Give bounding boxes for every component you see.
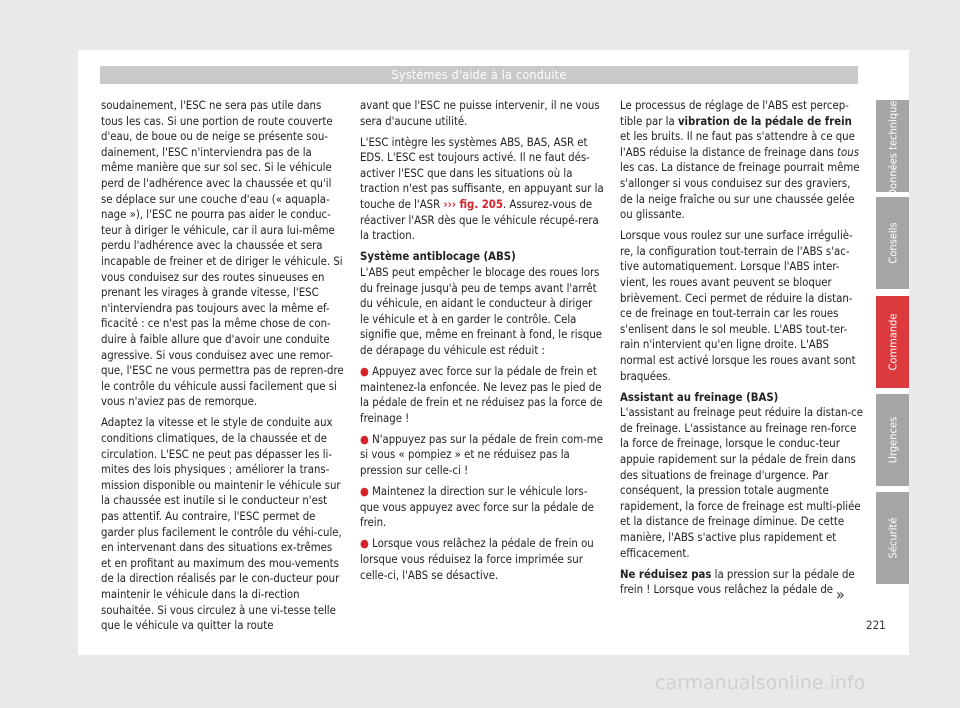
- column-2: [360, 98, 604, 589]
- tab-commande[interactable]: [876, 296, 909, 388]
- paragraph: [360, 135, 604, 244]
- bullet-icon: ●: [360, 432, 369, 446]
- page-header: Systèmes d'aide à la conduite: [100, 66, 858, 84]
- bullet-item: [360, 364, 604, 426]
- column-1: [101, 98, 345, 639]
- tab-label: Données techniques: [886, 95, 899, 197]
- bullet-text: N'appuyez pas sur la pédale de frein com-me si vous « pompiez » et ne réduisez pas la pression sur celle-ci !: [360, 432, 603, 478]
- bold-text: Ne réduisez pas: [620, 567, 712, 581]
- paragraph: Adaptez la vitesse et le style de conduite aux conditions climatiques, de la chaussée et de circulation. L'ESC ne peut pas dépasser les li-mites des lois physiques ; améliorer la trans-mission disponible ou maintenir le véhicule sur la chaussée est inutile si le conducteur n'est pas attentif. Au contraire, l'ESC permet de garder plus facilement le contrôle du véhi-cule, en intervenant dans des situations ex-trêmes et en profitant au maximum des mou-vements de la direction réalisés par le con-ducteur pour maintenir le véhicule dans la di-rection souhaitée. Si vous circulez à une vi-tesse telle que le véhicule va quitter la route: [101, 416, 342, 633]
- tab-label: Sécurité: [886, 517, 899, 559]
- paragraph: avant que l'ESC ne puisse intervenir, il ne vous sera d'aucune utilité.: [360, 99, 600, 128]
- paragraph: [620, 98, 864, 223]
- paragraph: Lorsque vous roulez sur une surface irréguliè-re, la configuration tout-terrain de l'ABS s'ac-tive automatiquement. Lorsque l'ABS inter-vient, les roues avant peuvent se bloquer brièvement. Ceci permet de réduire la distan-ce de freinage en tout-terrain car les roues s'enlisent dans le sol meuble. L'ABS tout-ter-rain n'intervient qu'en ligne droite. L'ABS normal est activé lorsque les roues avant sont braquées.: [620, 229, 856, 383]
- column-3: [620, 98, 864, 603]
- watermark: carmanualsonline.info: [655, 672, 866, 694]
- tab-securite[interactable]: [876, 492, 909, 584]
- italic-text: tous: [837, 145, 859, 159]
- bullet-text: Lorsque vous relâchez la pédale de frein ou lorsque vous réduisez la force imprimée sur celle-ci, l'ABS se désactive.: [360, 537, 594, 582]
- tab-urgences[interactable]: [876, 394, 909, 486]
- bullet-icon: ●: [360, 365, 369, 378]
- bold-text: vibration de la pédale de frein: [677, 114, 852, 128]
- bullet-icon: ●: [360, 485, 369, 499]
- bullet-icon: ●: [360, 537, 369, 551]
- tab-label: Commande: [886, 313, 899, 371]
- text: L'ESC intègre les systèmes ABS, BAS, ASR et EDS. L'ESC est toujours activé. Il ne faut dés-activer l'ESC que dans les situations où la traction n'est pas suffisante, en appuyant sur la touche de l'ASR: [360, 135, 604, 212]
- text: la pression sur la pédale de frein ! Lorsque vous relâchez la pédale de: [620, 567, 855, 597]
- tab-donnees-techniques[interactable]: [876, 95, 909, 197]
- text: . Assurez-vous de réactiver l'ASR dès que le véhicule récupé-rera la traction.: [360, 198, 599, 243]
- continue-icon: »: [836, 585, 845, 604]
- section-heading: Assistant au freinage (BAS): [620, 390, 779, 404]
- tab-label: Urgences: [886, 416, 899, 464]
- bullet-item: [360, 536, 604, 583]
- paragraph: L'ABS peut empêcher le blocage des roues lors du freinage jusqu'à peu de temps avant l'arrêt du véhicule, en aidant le conducteur à diriger le véhicule et à en garder le contrôle. Cela signifie que, même en freinant à fond, le risque de dérapage du véhicule est réduit :: [360, 265, 603, 357]
- tab-label: Conseils: [886, 222, 899, 264]
- text: Le processus de réglage de l'ABS est percep-tible par la: [620, 99, 849, 128]
- tab-conseils[interactable]: [876, 197, 909, 289]
- paragraph: [620, 567, 864, 598]
- section-heading: Système antiblocage (ABS): [360, 250, 516, 264]
- bullet-item: [360, 484, 604, 531]
- text: les cas. La distance de freinage pourrait même s'allonger si vous conduisez sur des graviers, de la neige fraîche ou sur une chaussée gelée ou glissante.: [620, 161, 860, 222]
- paragraph: soudainement, l'ESC ne sera pas utile dans tous les cas. Si une portion de route couverte d'eau, de boue ou de neige se présente sou-dainement, l'ESC n'interviendra pas de la même manière que sur sol sec. Si le véhicule perd de l'adhérence avec la chaussée et qu'il se déplace sur une couche d'eau (« aquapla-nage »), l'ESC ne pourra pas aider le conduc-teur à diriger le véhicule, car il aura lui-même perdu l'adhérence avec la chaussée et sera incapable de freiner et de diriger le véhicule. Si vous conduisez sur des routes sinueuses en prenant les virages à grande vitesse, l'ESC n'interviendra pas toujours avec la même ef-ficacité : ce n'est pas la même chose de con-duire à faible allure que d'avoir une conduite agressive. Si vous conduisez avec une remor-que, l'ESC ne vous permettra pas de repren-dre le contrôle du véhicule aussi facilement que si vous n'aviez pas de remorque.: [101, 99, 344, 409]
- bullet-text: Appuyez avec force sur la pédale de frein et maintenez-la enfoncée. Ne levez pas le pied de la pédale de frein et ne réduisez pas la force de freinage !: [360, 365, 603, 425]
- paragraph: L'assistant au freinage peut réduire la distan-ce de freinage. L'assistance au freinage ren-force la force de freinage, lorsque le conduc-teur appuie rapidement sur la pédale de frein dans des situations de freinage d'urgence. Par conséquent, la pression totale augmente rapidement, la force de freinage est multi-pliée et la distance de freinage diminue. De cette manière, l'ABS s'active plus rapidement et efficacement.: [620, 406, 864, 560]
- bullet-text: Maintenez la direction sur le véhicule lors-que vous appuyez avec force sur la pédale de frein.: [360, 485, 594, 530]
- figure-reference-link[interactable]: ››› fig. 205: [443, 198, 503, 212]
- bullet-item: [360, 432, 604, 479]
- page-number: 221: [866, 618, 886, 632]
- text: et les bruits. Il ne faut pas s'attendre à ce que l'ABS réduise la distance de freinage dans: [620, 130, 855, 159]
